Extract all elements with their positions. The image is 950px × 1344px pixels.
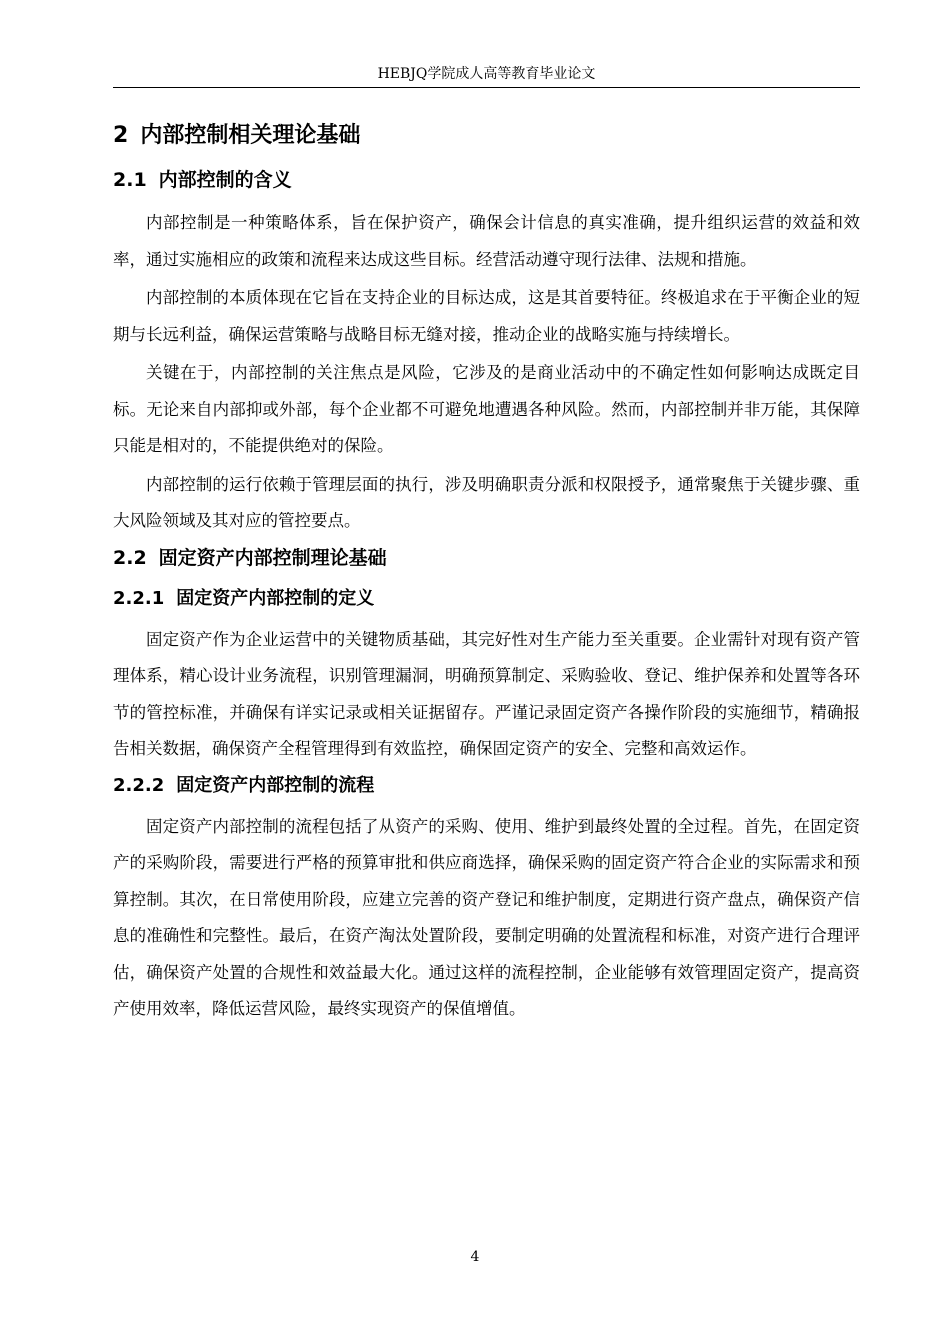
running-header: HEBJQ学院成人高等教育毕业论文	[377, 66, 596, 82]
page-body	[113, 118, 860, 1030]
subsection-heading-2-2-2	[113, 770, 860, 802]
subsection-heading-2-2-1	[113, 583, 860, 615]
section-title: 固定资产内部控制理论基础	[158, 546, 387, 569]
subsection-number: 2.2.1	[113, 587, 165, 609]
subsection-number: 2.2.2	[113, 774, 165, 796]
section-heading-2-2	[113, 542, 860, 574]
paragraph: 关键在于，内部控制的关注焦点是风险，它涉及的是商业活动中的不确定性如何影响达成既定目标。无论来自内部抑或外部，每个企业都不可避免地遭遇各种风险。然而，内部控制并非万能，其保障只能是相对的，不能提供绝对的保险。	[113, 363, 860, 455]
section-number: 2.1	[113, 169, 147, 191]
paragraph: 内部控制的本质体现在它旨在支持企业的目标达成，这是其首要特征。终极追求在于平衡企业的短期与长远利益，确保运营策略与战略目标无缝对接，推动企业的战略实施与持续增长。	[113, 288, 860, 344]
header-rule	[113, 87, 860, 88]
section-title: 内部控制的含义	[158, 169, 292, 191]
chapter-heading	[113, 118, 860, 154]
paragraph: 固定资产内部控制的流程包括了从资产的采购、使用、维护到最终处置的全过程。首先，在固定资产的采购阶段，需要进行严格的预算审批和供应商选择，确保采购的固定资产符合企业的实际需求和预算控制。其次，在日常使用阶段，应建立完善的资产登记和维护制度，定期进行资产盘点，确保资产信息的准确性和完整性。最后，在资产淘汰处置阶段，要制定明确的处置流程和标准，对资产进行合理评估，确保资产处置的合规性和效益最大化。通过这样的流程控制，企业能够有效管理固定资产，提高资产使用效率，降低运营风险，最终实现资产的保值增值。	[113, 816, 860, 1018]
paragraph: 固定资产作为企业运营中的关键物质基础，其完好性对生产能力至关重要。企业需针对现有资产管理体系，精心设计业务流程，识别管理漏洞，明确预算制定、采购验收、登记、维护保养和处置等各环节的管控标准，并确保有详实记录或相关证据留存。严谨记录固定资产各操作阶段的实施细节，精确报告相关数据，确保资产全程管理得到有效监控，确保固定资产的安全、完整和高效运作。	[113, 629, 860, 758]
paragraph: 内部控制的运行依赖于管理层面的执行，涉及明确职责分派和权限授予，通常聚焦于关键步骤、重大风险领域及其对应的管控要点。	[113, 474, 860, 530]
section-number: 2.2	[113, 546, 147, 569]
section-heading-2-1	[113, 164, 860, 196]
chapter-title: 内部控制相关理论基础	[140, 123, 361, 148]
subsection-title: 固定资产内部控制的流程	[176, 774, 375, 796]
chapter-number: 2	[113, 123, 129, 148]
subsection-title: 固定资产内部控制的定义	[176, 587, 375, 609]
paragraph: 内部控制是一种策略体系，旨在保护资产，确保会计信息的真实准确，提升组织运营的效益和效率，通过实施相应的政策和流程来达成这些目标。经营活动遵守现行法律、法规和措施。	[113, 213, 860, 269]
page-number: 4	[470, 1249, 480, 1265]
